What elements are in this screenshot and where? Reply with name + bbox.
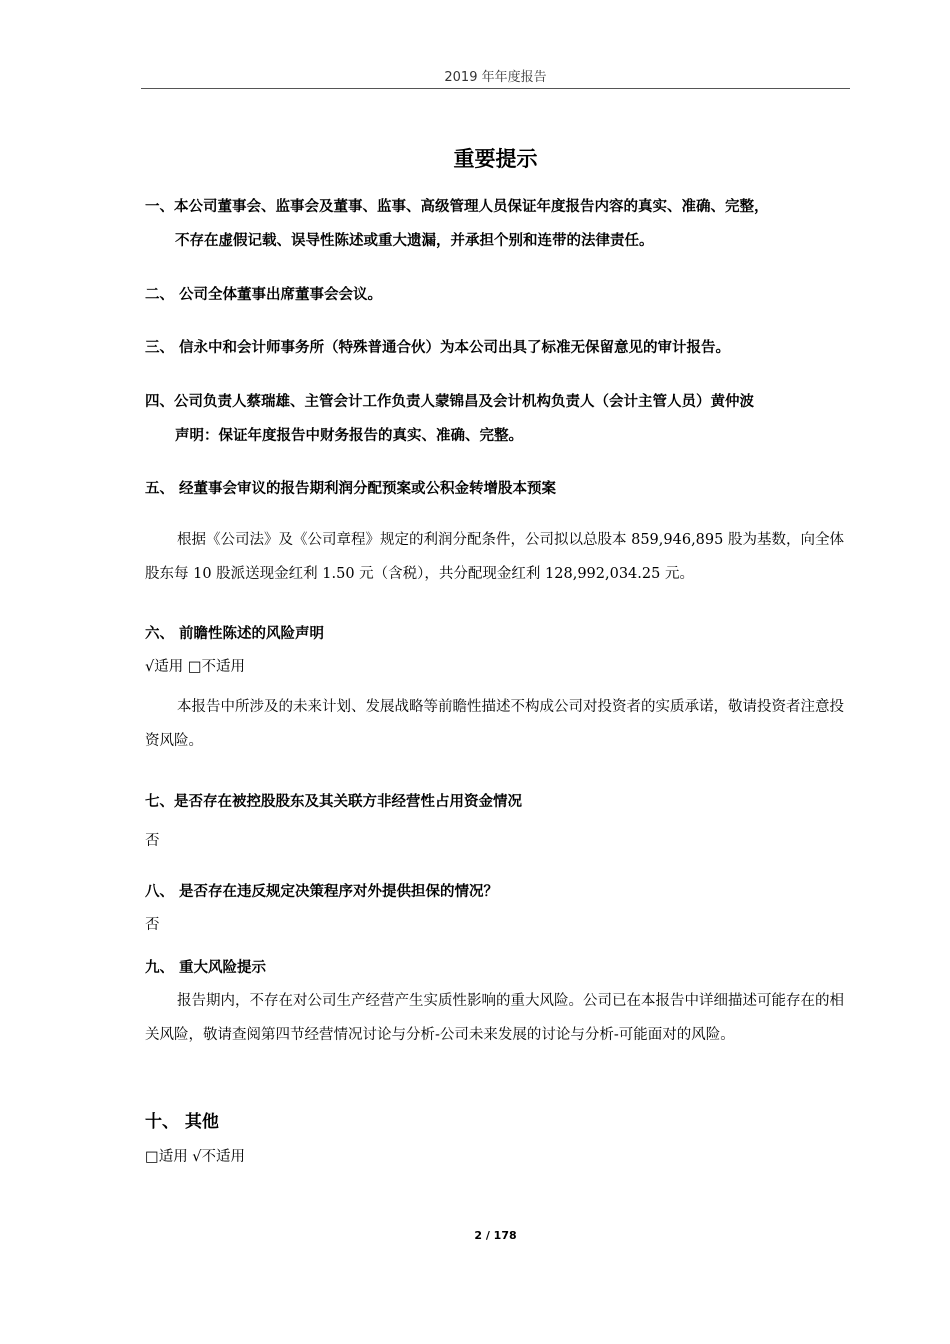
section-5-body: 根据《公司法》及《公司章程》规定的利润分配条件，公司拟以总股本 859,946,895 股为基数，向全体股东每 10 股派送现金红利 1.50 元（含税），共分配现金红利 128,992,034.25 元。 xyxy=(145,532,844,582)
section-1-line1: 一、本公司董事会、监事会及董事、监事、高级管理人员保证年度报告内容的真实、准确、完整， xyxy=(145,199,769,215)
section-8-heading: 八、 是否存在违反规定决策程序对外提供担保的情况？ xyxy=(145,884,499,900)
section-8-answer: 否 xyxy=(145,917,160,933)
header-rule xyxy=(141,88,850,89)
section-7-heading: 七、是否存在被控股股东及其关联方非经营性占用资金情况 xyxy=(145,794,522,810)
section-4-heading xyxy=(145,385,855,453)
section-9-heading: 九、 重大风险提示 xyxy=(145,960,267,976)
section-10-option: □适用 √不适用 xyxy=(145,1149,246,1165)
page-number: 2 / 178 xyxy=(474,1229,517,1242)
section-6-body: 本报告中所涉及的未来计划、发展战略等前瞻性描述不构成公司对投资者的实质承诺，敬请投资者注意投资风险。 xyxy=(145,699,844,749)
section-10-heading: 十、 其他 xyxy=(145,1112,219,1132)
section-4-line2: 声明：保证年度报告中财务报告的真实、准确、完整。 xyxy=(175,428,523,444)
section-7-answer: 否 xyxy=(145,833,160,849)
section-6-heading: 六、 前瞻性陈述的风险声明 xyxy=(145,626,325,642)
section-9-body: 报告期内，不存在对公司生产经营产生实质性影响的重大风险。公司已在本报告中详细描述可能存在的相关风险，敬请查阅第四节经营情况讨论与分析-公司未来发展的讨论与分析-可能面对的风险。 xyxy=(145,993,844,1043)
section-3-heading: 三、 信永中和会计师事务所（特殊普通合伙）为本公司出具了标准无保留意见的审计报告。 xyxy=(145,340,731,356)
section-1-heading xyxy=(145,190,855,258)
running-header: 2019 年年度报告 xyxy=(444,70,547,85)
page-title: 重要提示 xyxy=(453,147,538,171)
section-2-heading: 二、 公司全体董事出席董事会会议。 xyxy=(145,287,383,303)
section-5-heading: 五、 经董事会审议的报告期利润分配预案或公积金转增股本预案 xyxy=(145,481,557,497)
section-4-line1: 四、公司负责人蔡瑞雄、主管会计工作负责人蒙锦昌及会计机构负责人（会计主管人员）黄仲波 xyxy=(145,394,754,410)
section-1-line2: 不存在虚假记载、误导性陈述或重大遗漏，并承担个别和连带的法律责任。 xyxy=(175,233,654,249)
section-6-option: √适用 □不适用 xyxy=(145,659,246,675)
